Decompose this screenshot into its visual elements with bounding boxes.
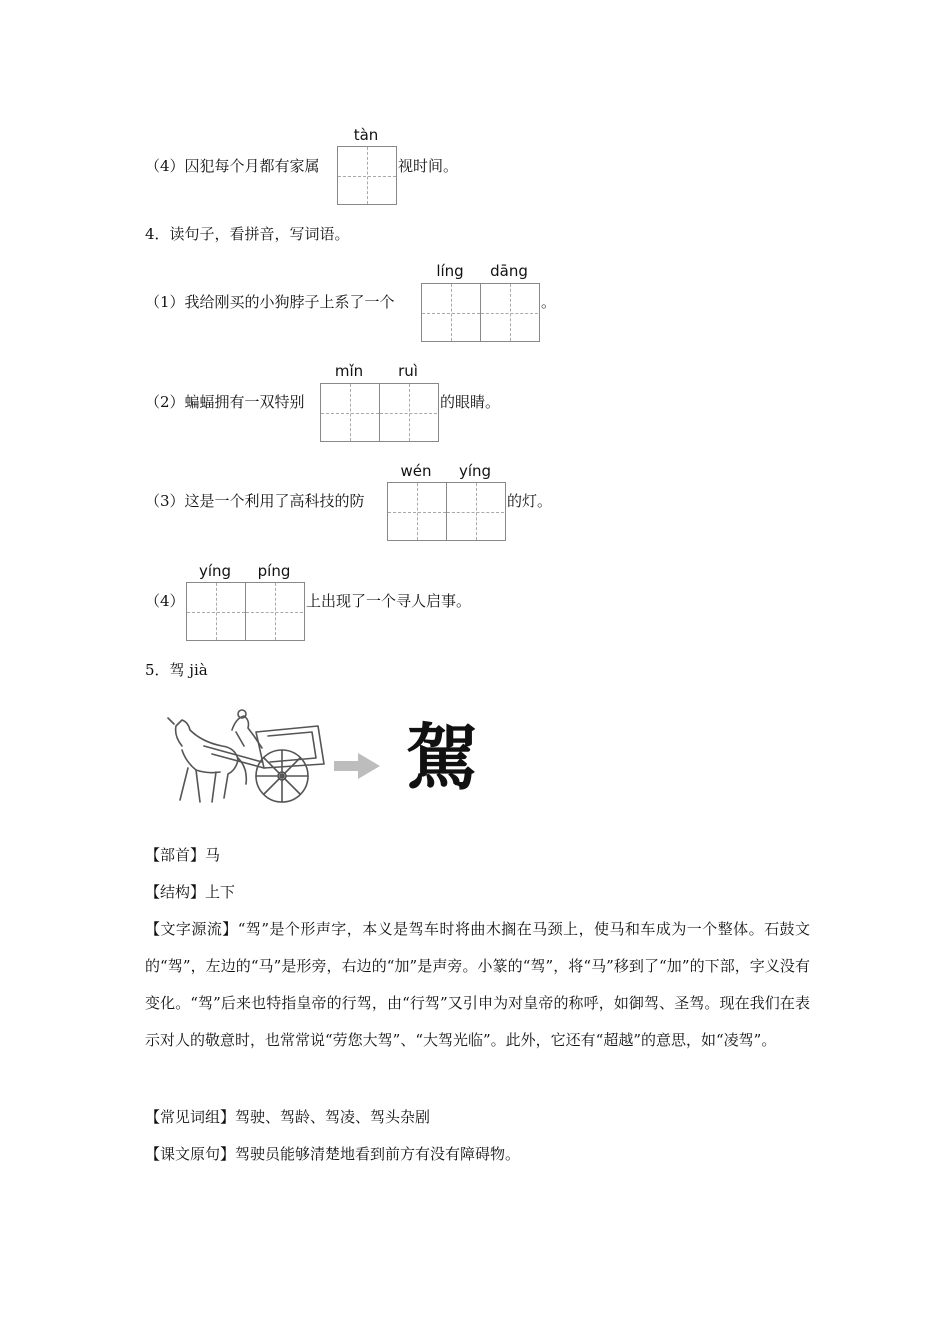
q4-item4-suffix: 上出现了一个寻人启事。 (306, 592, 472, 610)
q4-item3-pinyin-2: yíng (458, 462, 492, 480)
answer-cell[interactable] (379, 384, 437, 441)
q3-item4-pinyin-1: tàn (353, 126, 379, 144)
answer-cell[interactable] (422, 284, 480, 341)
q4-item4-pinyin-2: píng (257, 562, 291, 580)
seal-script-character: 駕 (405, 715, 478, 800)
q4-item2-pinyin-1: mǐn (334, 362, 364, 380)
textbook-sentence-line: 【课文原句】驾驶员能够清楚地看到前方有没有障碍物。 (145, 1145, 521, 1163)
answer-cell[interactable] (187, 583, 245, 640)
q4-item3-suffix: 的灯。 (507, 492, 553, 510)
q3-item4-answer-grid[interactable] (337, 146, 397, 205)
character-origin-illustration (152, 706, 492, 816)
q4-item1-pinyin-2: dāng (490, 262, 528, 280)
q4-item1-pinyin-1: líng (436, 262, 464, 280)
radical-line: 【部首】马 (145, 846, 221, 864)
q3-item4-prefix: （4）囚犯每个月都有家属 (145, 157, 320, 175)
q4-item3-prefix: （3）这是一个利用了高科技的防 (145, 492, 365, 510)
q4-heading: 4．读句子，看拼音，写词语。 (145, 225, 350, 243)
answer-cell[interactable] (338, 147, 396, 204)
q4-item2-answer-grid[interactable] (320, 383, 439, 442)
q4-item1-suffix: 。 (541, 293, 557, 311)
q4-item3-pinyin-1: wén (400, 462, 432, 480)
common-words-line: 【常见词组】驾驶、驾龄、驾凌、驾头杂剧 (145, 1108, 431, 1126)
q4-item3-answer-grid[interactable] (387, 482, 506, 541)
answer-cell[interactable] (321, 384, 379, 441)
q5-heading: 5．驾 jià (145, 661, 208, 679)
q4-item2-pinyin-2: ruì (398, 362, 418, 380)
answer-cell[interactable] (245, 583, 303, 640)
q4-item1-answer-grid[interactable] (421, 283, 540, 342)
q4-item2-prefix: （2）蝙蝠拥有一双特别 (145, 393, 305, 411)
origin-paragraph: 【文字源流】“驾”是个形声字，本义是驾车时将曲木搁在马颈上，使马和车成为一个整体。石鼓文的“驾”，左边的“马”是形旁，右边的“加”是声旁。小篆的“驾”，将“马”移到了“加”的下部，字义没有变化。“驾”后来也特指皇帝的行驾，由“行驾”又引申为对皇帝的称呼，如御驾、圣驾。现在我们在表示对人的敬意时，也常常说“劳您大驾”、“大驾光临”。此外，它还有“超越”的意思，如“凌驾”。 (145, 920, 810, 1049)
q4-item1-prefix: （1）我给刚买的小狗脖子上系了一个 (145, 293, 395, 311)
q4-item4-pinyin-1: yíng (198, 562, 232, 580)
q4-item2-suffix: 的眼睛。 (440, 393, 501, 411)
answer-cell[interactable] (480, 284, 538, 341)
q4-item4-prefix: （4） (145, 592, 185, 610)
q4-item4-answer-grid[interactable] (186, 582, 305, 641)
answer-cell[interactable] (388, 483, 446, 540)
answer-cell[interactable] (446, 483, 504, 540)
q3-item4-suffix: 视时间。 (398, 157, 459, 175)
structure-line: 【结构】上下 (145, 883, 236, 901)
